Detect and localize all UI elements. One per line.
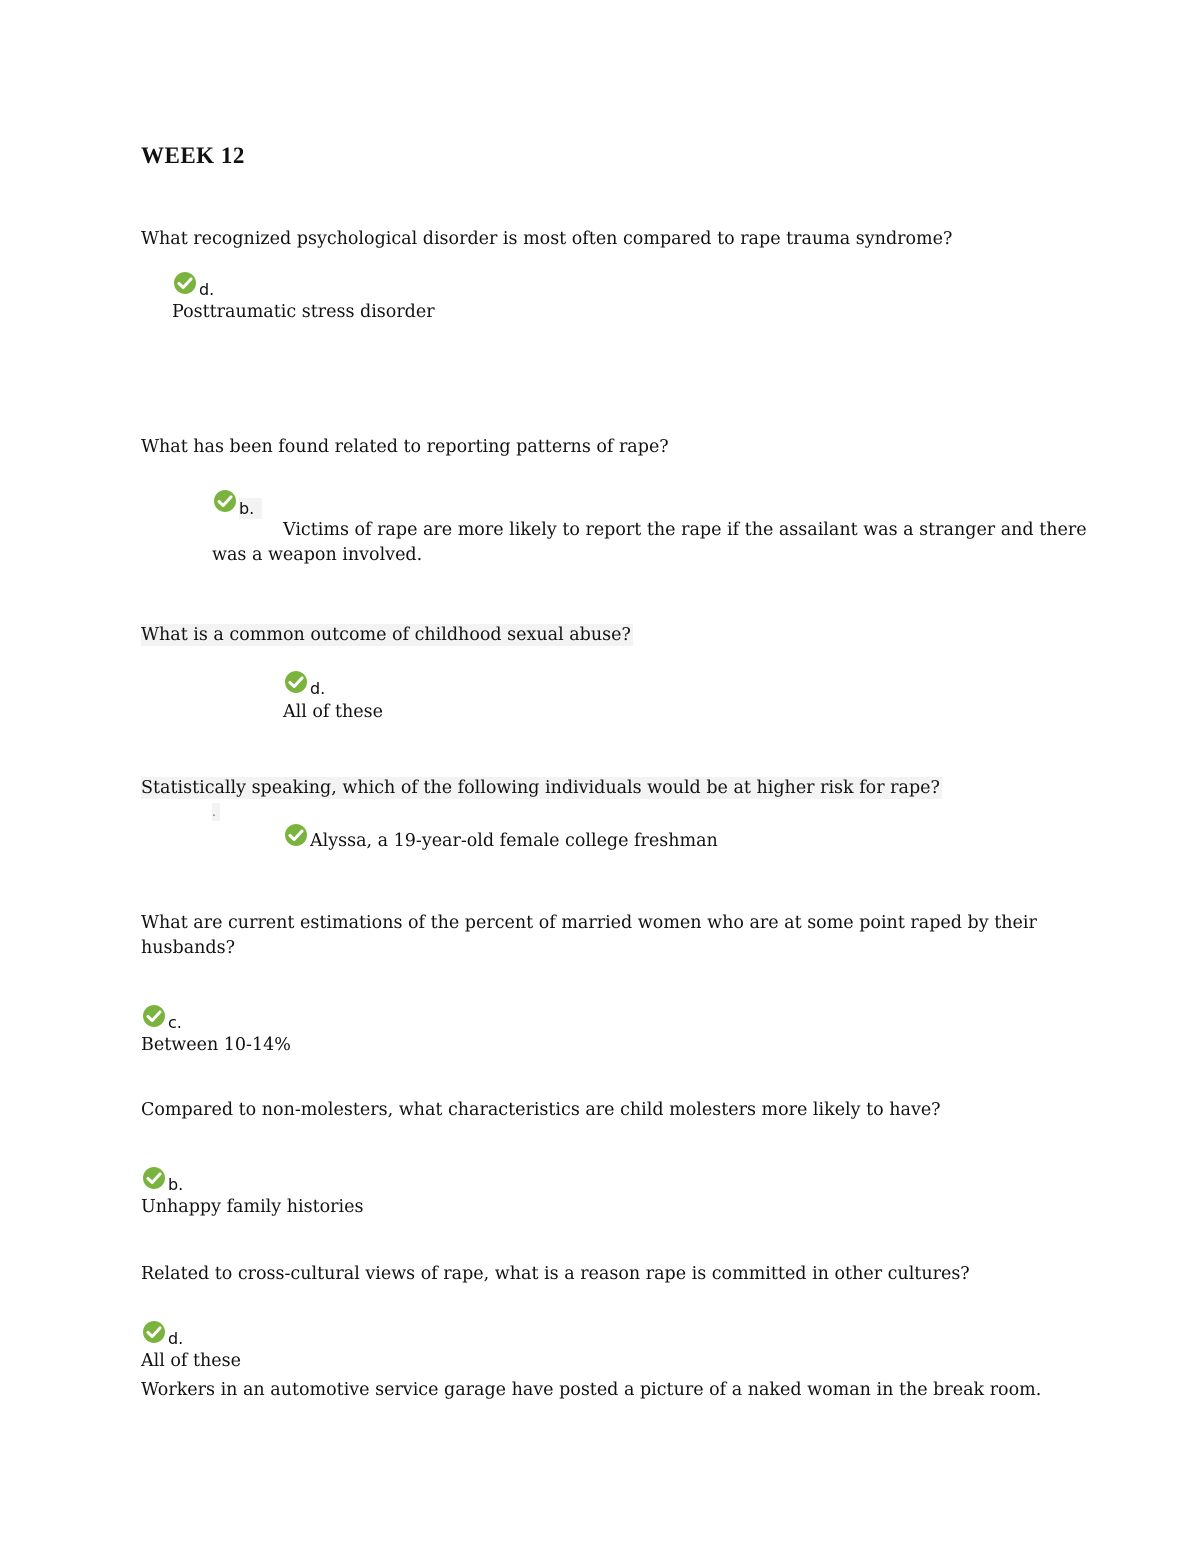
check-circle-icon (284, 823, 308, 847)
question-4-text: Statistically speaking, which of the following individuals would be at higher risk for rape? (141, 778, 940, 798)
check-circle-icon (142, 1004, 166, 1028)
answer-5-letter: c. (168, 1013, 182, 1032)
question-3-text: What is a common outcome of childhood sexual abuse? (141, 625, 631, 645)
question-5-text-line-2: husbands? (141, 938, 235, 958)
answer-3-text: All of these (283, 702, 383, 722)
question-5-text-line-1: What are current estimations of the percent of married women who are at some point raped by their (141, 913, 1037, 933)
answer-6-letter: b. (168, 1175, 184, 1194)
question-2-text: What has been found related to reporting patterns of rape? (141, 437, 669, 457)
check-circle-icon (284, 670, 308, 694)
check-circle-icon (173, 271, 197, 295)
question-1-text: What recognized psychological disorder is most often compared to rape trauma syndrome? (141, 229, 953, 249)
check-circle-icon (142, 1166, 166, 1190)
answer-2-text-line-1: Victims of rape are more likely to report the rape if the assailant was a stranger and there (283, 520, 1087, 540)
answer-4-text: Alyssa, a 19-year-old female college freshman (310, 831, 718, 851)
answer-7-text: All of these (141, 1351, 241, 1371)
answer-1-letter: d. (199, 280, 215, 299)
trailing-question-text: Workers in an automotive service garage have posted a picture of a naked woman in the break room. (141, 1380, 1042, 1400)
list-marker: . (212, 803, 220, 821)
check-circle-icon (142, 1320, 166, 1344)
answer-3-letter: d. (310, 679, 326, 698)
check-circle-icon (213, 489, 237, 513)
answer-2-text-line-2: was a weapon involved. (212, 545, 423, 565)
answer-6-text: Unhappy family histories (141, 1197, 364, 1217)
answer-2-letter: b. (239, 498, 262, 519)
question-7-text: Related to cross-cultural views of rape, what is a reason rape is committed in other cultures? (141, 1264, 970, 1284)
page-title: WEEK 12 (141, 143, 245, 168)
question-6-text: Compared to non-molesters, what characteristics are child molesters more likely to have? (141, 1100, 941, 1120)
answer-1-text: Posttraumatic stress disorder (172, 302, 435, 322)
answer-7-letter: d. (168, 1329, 184, 1348)
answer-5-text: Between 10-14% (141, 1035, 291, 1055)
